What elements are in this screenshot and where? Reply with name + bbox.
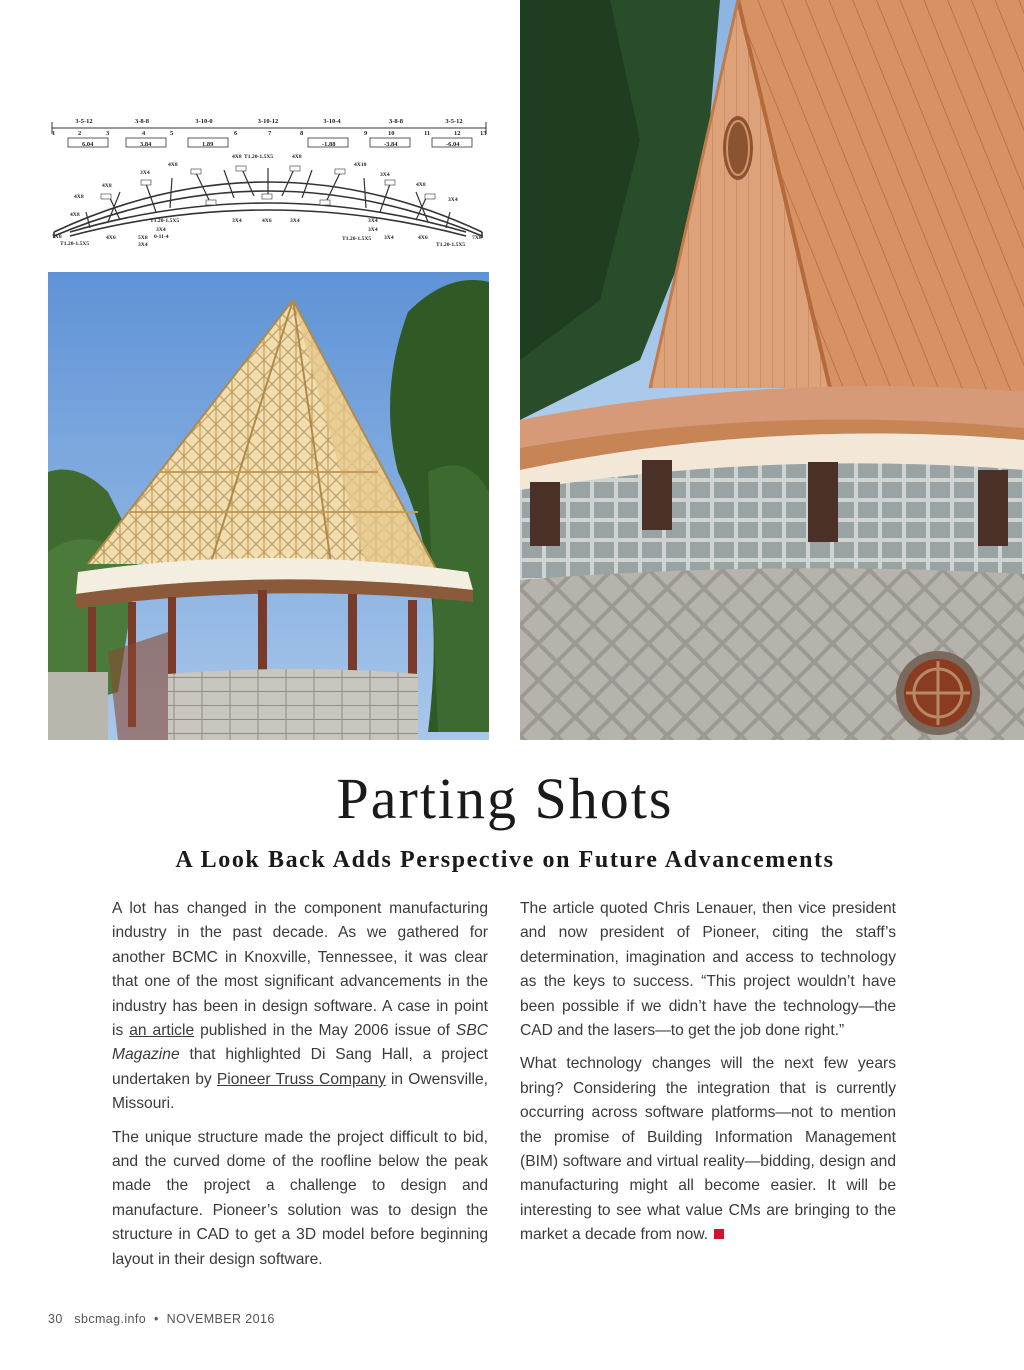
camber-label: -3.84	[384, 141, 398, 148]
issue-date: NOVEMBER 2016	[166, 1312, 275, 1326]
plate-label: 4X10	[354, 162, 367, 168]
plate-label: T1.20-1.5X5	[244, 154, 274, 160]
plate-label: 4X6	[418, 235, 428, 241]
plate-label: 3X4	[156, 227, 166, 233]
plate-label: 0-11-4	[154, 234, 169, 240]
plate-label: 3X4	[290, 218, 300, 224]
plate-label: T1.20-1.5X5	[150, 218, 180, 224]
dim-label: 3-10-0	[195, 118, 213, 125]
page-subtitle: A Look Back Adds Perspective on Future Advancements	[175, 847, 835, 873]
plate-label: 4X8	[232, 154, 242, 160]
plate-label: 4X6	[106, 235, 116, 241]
plate-label: 7X8	[52, 234, 62, 240]
article-link[interactable]: an article	[129, 1022, 195, 1040]
site-name: sbcmag.info	[74, 1312, 147, 1326]
camber-label: 3.84	[140, 141, 152, 148]
dim-label: 3-8-8	[388, 118, 404, 125]
panel-number: 9	[364, 130, 368, 137]
panel-number: 12	[454, 130, 461, 137]
panel-number: 13	[480, 130, 487, 137]
plate-label: 7X8	[472, 235, 482, 241]
page-number: 30	[48, 1312, 63, 1326]
text-span: What technology changes will the next few years bring? Considering the integration that is currently occurring across software platforms—not to mention the promise of Building Information Management (BIM) software and virtual reality—bidding, design and manufacturing might all become easier. It will be interesting to see what value CMs are bringing to the market a decade from now.	[520, 1055, 896, 1244]
panel-number: 2	[78, 130, 82, 137]
panel-number: 3	[106, 130, 110, 137]
panel-number: 11	[424, 130, 431, 137]
article-column-left	[112, 897, 488, 1281]
camber-label: 1.89	[202, 141, 214, 148]
dim-label: 3-8-8	[134, 118, 150, 125]
dim-label: 3-10-4	[323, 118, 341, 125]
camber-label: -6.04	[446, 141, 460, 148]
panel-number: 5	[170, 130, 174, 137]
pioneer-truss-link[interactable]: Pioneer Truss Company	[216, 1070, 386, 1088]
plate-label: 4X8	[292, 154, 302, 160]
plate-label: 3X4	[232, 218, 242, 224]
camber-label: 6.04	[82, 141, 94, 148]
plate-label: 4X6	[262, 218, 272, 224]
page-title: Parting Shots	[336, 766, 674, 831]
page-footer	[48, 1312, 275, 1326]
paragraph	[520, 1052, 896, 1247]
plate-label: T1.20-1.5X5	[342, 236, 372, 242]
plate-label: 4X8	[416, 182, 426, 188]
dim-label: 3-5-12	[445, 118, 463, 125]
panel-number: 10	[388, 130, 395, 137]
paragraph: The article quoted Chris Lenauer, then vice president and now president of Pioneer, citing the staff’s determination, imagination and access to technology as the keys to success. “This project wouldn’t have been possible if we didn’t have the technology—the CAD and the lasers—to get the job done right.”	[520, 900, 896, 1040]
panel-number: 4	[142, 130, 146, 137]
footer-bullet: •	[154, 1312, 159, 1326]
plate-label: 3X4	[448, 197, 458, 203]
paragraph: The unique structure made the project difficult to bid, and the curved dome of the roofline below the peak made the project a challenge to design and manufacture. Pioneer’s solution was to design the structure in CAD to get a 3D model before beginning layout in their design software.	[112, 1128, 488, 1268]
plate-label: 3X4	[140, 170, 150, 176]
paragraph	[112, 897, 488, 1117]
truss-construction-photo	[48, 272, 489, 740]
text-span: that highlighted Di Sang Hall, a project undertaken by	[112, 1046, 488, 1088]
plate-label: T1.20-1.5X5	[436, 242, 466, 248]
plate-label: 4X8	[74, 194, 84, 200]
plate-label: 3X4	[368, 227, 378, 233]
dim-label: 3-10-12	[257, 118, 279, 125]
article-column-right	[520, 897, 896, 1257]
plate-label: 4X8	[102, 183, 112, 189]
end-of-article-mark	[714, 1229, 724, 1239]
panel-number: 1	[52, 130, 56, 137]
plate-label: 3X4	[380, 172, 390, 178]
plate-label: 5X8	[138, 235, 148, 241]
panel-number: 8	[300, 130, 304, 137]
text-span: in Owensville, Missouri.	[112, 1070, 488, 1113]
plate-label: 4X8	[168, 162, 178, 168]
plate-label: 3X4	[138, 242, 148, 248]
plate-label: 3X4	[384, 235, 394, 241]
plate-label: 3X4	[368, 218, 378, 224]
truss-diagram	[46, 112, 490, 262]
finished-roof-photo	[520, 0, 1024, 740]
dim-label: 3-5-12	[75, 118, 93, 125]
text-span: published in the May 2006 issue of	[194, 1022, 456, 1040]
text-span: A lot has changed in the component manufacturing industry in the past decade. As we gathered for another BCMC in Knoxville, Tennessee, it was clear that one of the most significant advancements in the industry has been in design software. A case in point is	[112, 900, 488, 1040]
plate-label: T1.20-1.5X5	[60, 241, 90, 247]
camber-label: -1.88	[322, 141, 336, 148]
panel-number: 7	[268, 130, 272, 137]
panel-number: 6	[234, 130, 238, 137]
magazine-name: SBC Magazine	[112, 1022, 488, 1064]
plate-label: 4X8	[70, 212, 80, 218]
